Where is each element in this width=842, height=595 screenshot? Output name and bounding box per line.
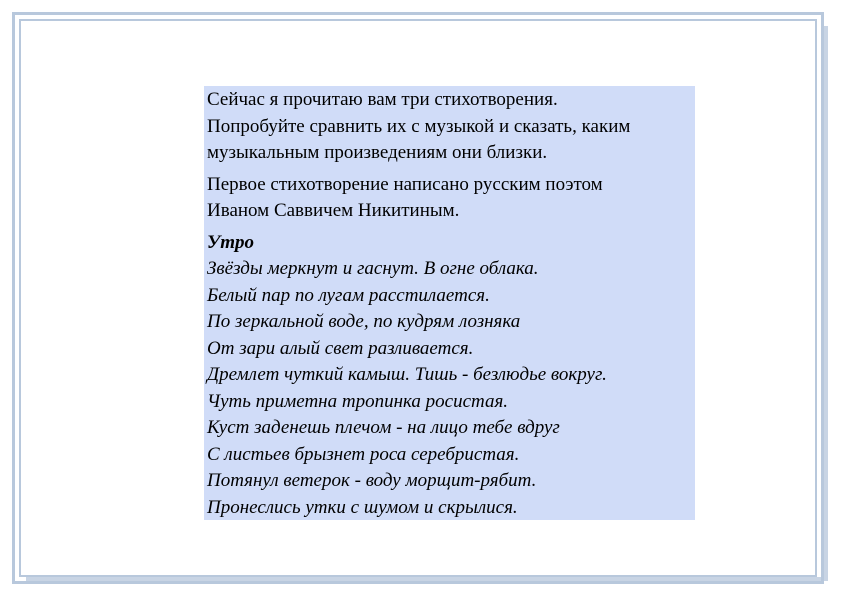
poem-line: С листьев брызнет роса серебристая. — [207, 443, 520, 465]
author-line: Иваном Саввичем Никитиным. — [207, 200, 460, 221]
text-box — [204, 86, 695, 520]
poem-line: Куст заденешь плечом - на лицо тебе вдруг — [207, 417, 560, 438]
frame-shadow-right — [824, 26, 828, 581]
poem-title: Утро — [207, 231, 254, 253]
author-line: Первое стихотворение написано русским поэтом — [207, 173, 603, 195]
poem-line: Дремлет чуткий камыш. Тишь - безлюдье вокруг. — [207, 364, 607, 385]
poem-line: От зари алый свет разливается. — [207, 337, 474, 359]
poem-line: По зеркальной воде, по кудрям лозняка — [207, 311, 521, 332]
poem-line: Белый пар по лугам расстилается. — [207, 284, 490, 306]
poem-line: Пронеслись утки с шумом и скрылися. — [207, 496, 518, 518]
poem-line: Звёзды меркнут и гаснут. В огне облака. — [207, 258, 539, 279]
poem-line: Потянул ветерок - воду морщит-рябит. — [207, 470, 537, 491]
intro-line: Попробуйте сравнить их с музыкой и сказать, каким — [207, 115, 631, 137]
intro-line: Сейчас я прочитаю вам три стихотворения. — [207, 89, 558, 110]
intro-line: музыкальным произведениям они близки. — [207, 142, 548, 163]
poem-line: Чуть приметна тропинка росистая. — [207, 390, 509, 412]
